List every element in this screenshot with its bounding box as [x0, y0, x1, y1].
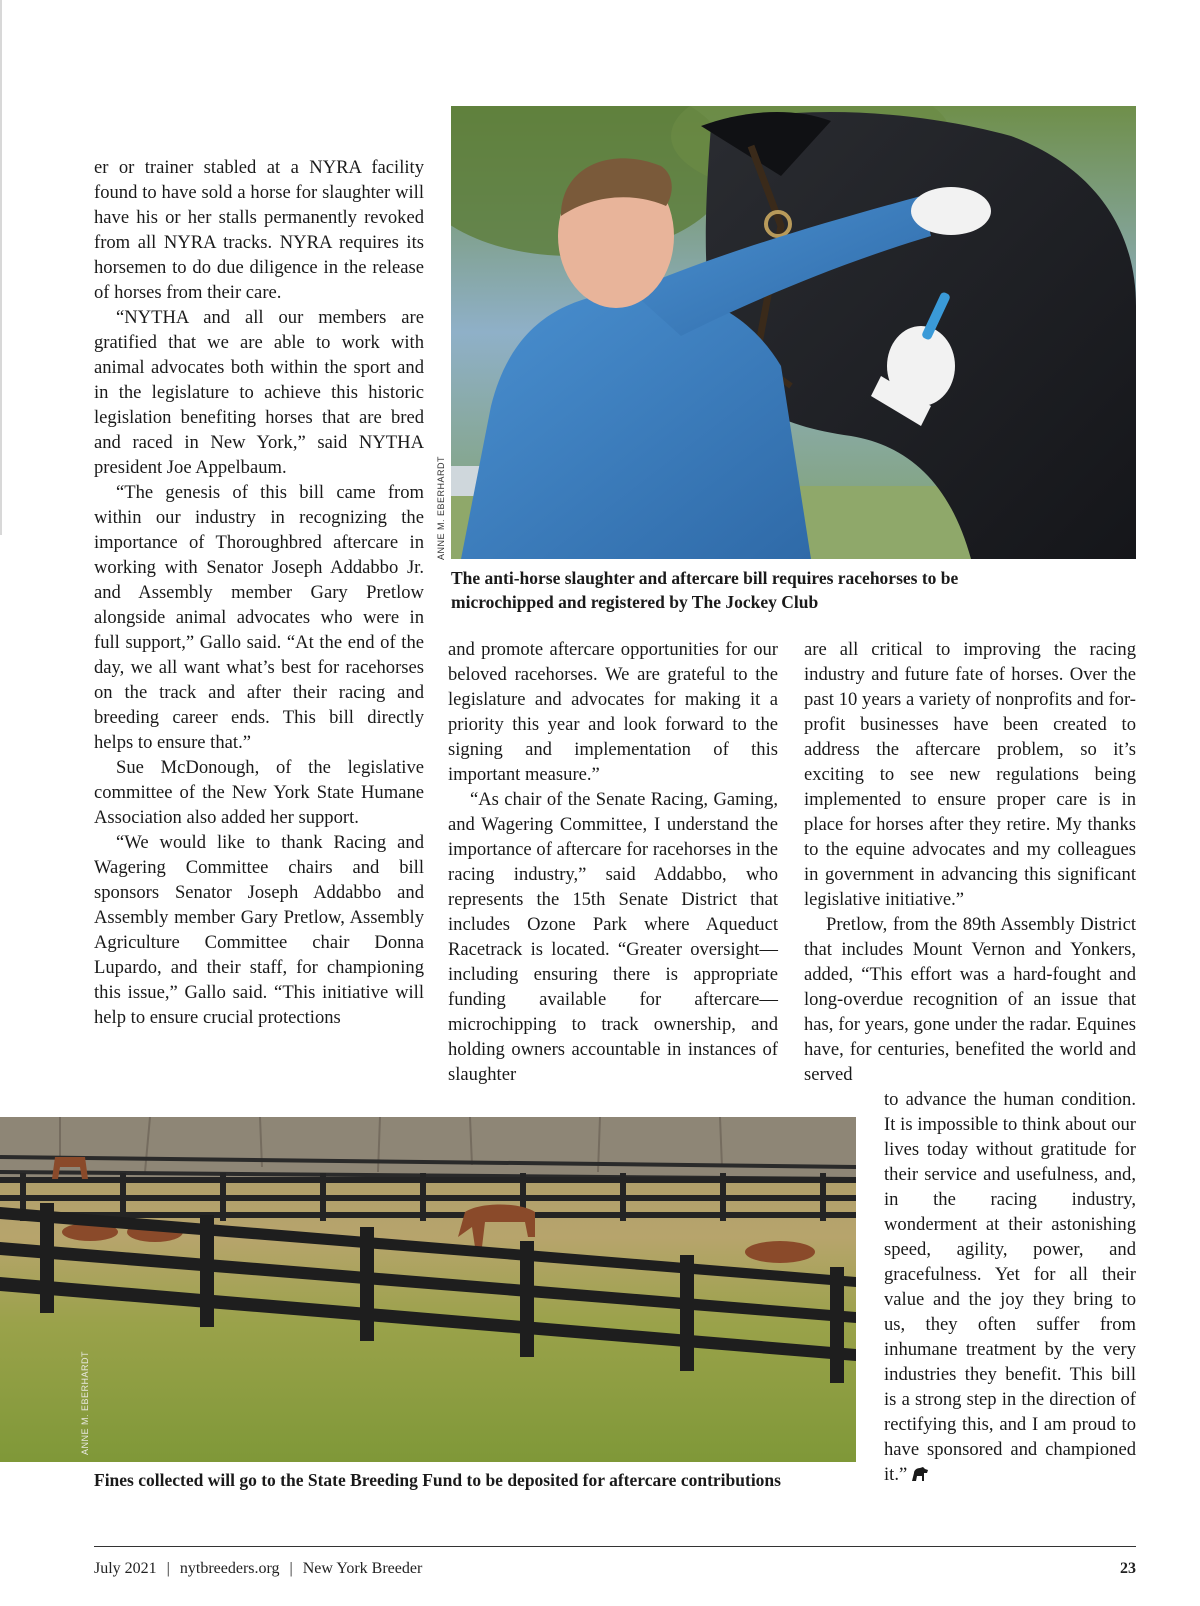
paragraph: and promote aftercare opportunities for our beloved racehorses. We are grateful to the legislature and advocates for making it a priority this year and look forward to the signing and implementation of this important measure.” [448, 639, 778, 785]
photo-credit-top: ANNE M. EBERHARDT [436, 455, 446, 560]
page-number: 23 [1120, 1560, 1136, 1577]
photo-vet-microchipping-horse [451, 106, 1136, 559]
footer-separator: | [166, 1560, 170, 1577]
article-column-1 [94, 155, 424, 1030]
article-column-2 [448, 637, 778, 1087]
photo-credit-bottom: ANNE M. EBERHARDT [80, 1350, 90, 1455]
footer [94, 1560, 1136, 1578]
article-column-3-wrap [884, 1087, 1136, 1487]
horse-end-mark-icon [911, 1466, 929, 1482]
footer-date: July 2021 [94, 1560, 157, 1577]
paragraph: Sue McDonough, of the legislative committee of the New York State Humane Association also added her support. [94, 757, 424, 828]
paragraph: “The genesis of this bill came from within our industry in recognizing the importance of Thoroughbred aftercare in working with Senator Joseph Addabbo Jr. and Assembly member Gary Pretlow alongside animal advocates who were in full support,” Gallo said. “At the end of the day, we all want what’s best for racehorses on the track and after their racing and breeding career ends. This bill directly helps to ensure that.” [94, 482, 424, 753]
paragraph: er or trainer stabled at a NYRA facility found to have sold a horse for slaughter will have his or her stalls permanently revoked from all NYRA tracks. NYRA requires its horsemen to do due diligence in the release of horses from their care. [94, 157, 424, 303]
footer-website: nytbreeders.org [179, 1560, 280, 1577]
footer-rule [94, 1546, 1136, 1547]
footer-publication: New York Breeder [302, 1560, 423, 1577]
photo-horses-in-paddock [0, 1117, 856, 1462]
caption-top: The anti-horse slaughter and aftercare bill requires racehorses to be microchipped and registered by The Jockey Club [451, 568, 959, 612]
page-edge-shadow [0, 0, 2, 535]
closing-text: to advance the human condition. It is impossible to think about our lives today without gratitude for their service and usefulness, and, in the racing industry, wonderment at their astonishing speed, agility, power, and gracefulness. Yet for all their value and the joy they bring to us, they often suffer from inhumane treatment by the very industries they benefit. This bill is a strong step in the direction of rectifying this, and I am proud to have sponsored and championed it.” [884, 1089, 1136, 1485]
article-column-3 [804, 637, 1136, 1087]
caption-bottom: Fines collected will go to the State Breeding Fund to be deposited for aftercare contributions [94, 1470, 781, 1490]
paragraph: “As chair of the Senate Racing, Gaming, and Wagering Committee, I understand the importance of aftercare for racehorses in the racing industry,” said Addabbo, who represents the 15th Senate District that includes Ozone Park where Aqueduct Racetrack is located. “Greater oversight—including ensuring there is appropriate funding available for aftercare—microchipping to track ownership, and holding owners accountable in instances of slaughter [448, 789, 778, 1085]
paragraph: “We would like to thank Racing and Wagering Committee chairs and bill sponsors Senator Joseph Addabbo and Assembly member Gary Pretlow, Assembly Agriculture Committee chair Donna Lupardo, and their staff, for championing this issue,” Gallo said. “This initiative will help to ensure crucial protections [94, 832, 424, 1028]
paragraph: Pretlow, from the 89th Assembly District that includes Mount Vernon and Yonkers, added, “This effort was a hard-fought and long-overdue recognition of an issue that has, for years, gone under the radar. Equines have, for centuries, benefited the world and served [804, 914, 1136, 1085]
paragraph: are all critical to improving the racing industry and future fate of horses. Over the past 10 years a variety of nonprofits and for-profit businesses have been created to address the aftercare problem, so it’s exciting to see new regulations being implemented to ensure proper care is in place for horses after they retire. My thanks to the equine advocates and my colleagues in government in advancing this significant legislative initiative.” [804, 639, 1136, 910]
paragraph: “NYTHA and all our members are gratified that we are able to work with animal advocates both within the sport and in the legislature to achieve this historic legislation benefiting horses that are bred and raced in New York,” said NYTHA president Joe Appelbaum. [94, 307, 424, 478]
paragraph [884, 1087, 1136, 1487]
footer-separator: | [289, 1560, 293, 1577]
